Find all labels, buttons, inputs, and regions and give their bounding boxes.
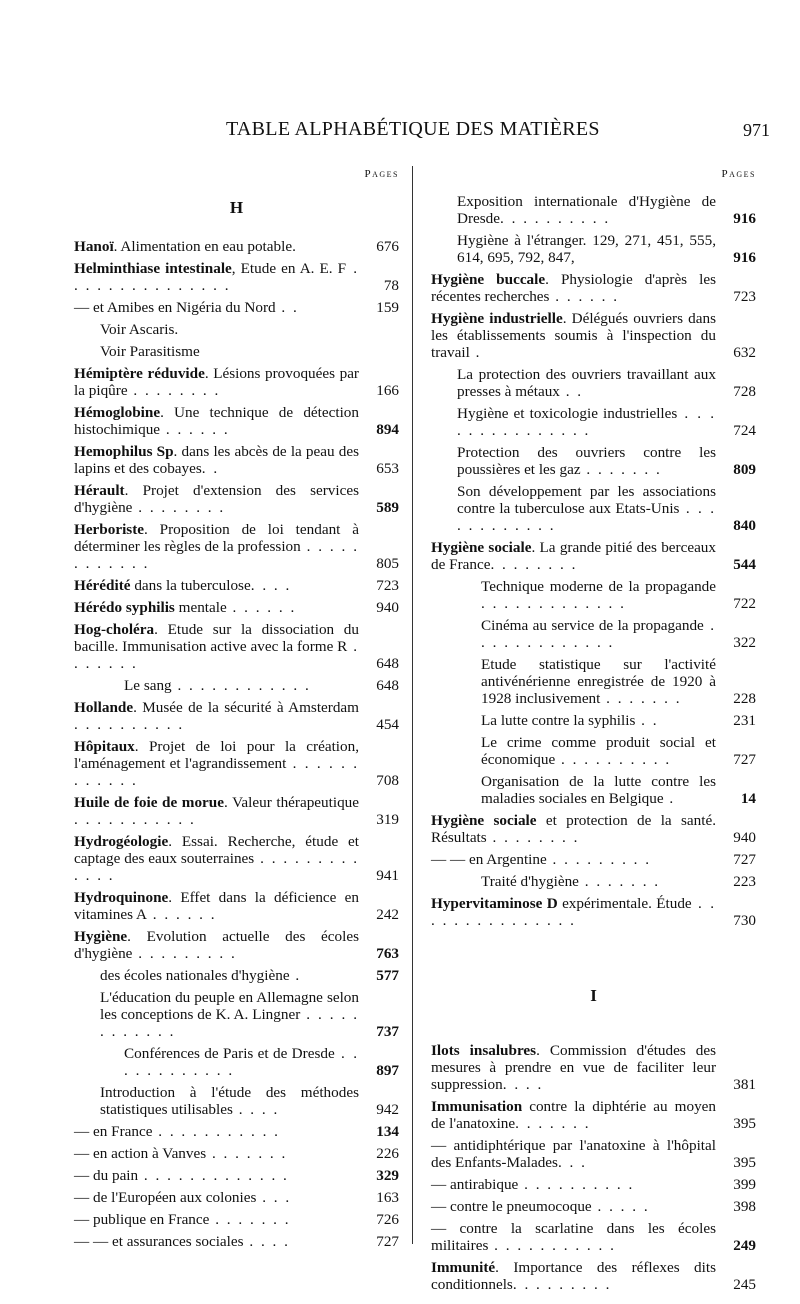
entry-leader-dots: . . . . . . . . . <box>546 851 652 868</box>
entry-text: — contre le pneumocoque <box>431 1198 592 1215</box>
entry-leader-dots: . . . <box>557 1154 587 1171</box>
entry-headword: Hygiène sociale <box>431 812 537 829</box>
entry-page-number: 589 <box>376 499 399 516</box>
index-entry <box>431 851 756 868</box>
index-entry <box>431 1220 756 1254</box>
entry-page-number: 166 <box>376 382 399 399</box>
entry-page-number: 14 <box>740 790 756 807</box>
index-entry <box>431 1259 756 1293</box>
entry-text: — contre la scarlatine dans les écoles militaires <box>431 1220 716 1254</box>
entry-text: — antirabique <box>431 1176 519 1193</box>
entry-page-number: 942 <box>376 1101 399 1118</box>
entry-leader-dots: . . . . . . . . . . . <box>488 1237 616 1254</box>
entry-text: . Effet dans la déficience en vitamines A <box>74 889 359 923</box>
entry-page-number: 724 <box>733 422 756 439</box>
entry-text: . La grande pitié des berceaux de France <box>431 539 716 573</box>
index-entry <box>74 1233 399 1250</box>
entry-page-number: 941 <box>376 867 399 884</box>
entry-headword: Huile de foie de morue <box>74 794 224 811</box>
index-entry <box>74 321 399 338</box>
index-entry <box>74 794 399 828</box>
index-entry <box>74 967 399 984</box>
entry-page-number: 249 <box>733 1237 756 1254</box>
index-entry <box>74 621 399 672</box>
entry-text: La lutte contre la syphilis <box>481 712 636 729</box>
entry-text: . Une technique de détection histochimique <box>74 404 359 438</box>
entry-text: Conférences de Paris et de Dresde <box>124 1045 335 1062</box>
entry-page-number: 723 <box>376 577 399 594</box>
entry-headword: Hérédo syphilis <box>74 599 175 616</box>
entry-headword: Hollande <box>74 699 134 716</box>
entry-leader-dots: . . . . . . . . <box>490 556 578 573</box>
entry-page-number: 727 <box>733 751 756 768</box>
column-divider <box>412 166 413 1244</box>
index-entry <box>74 443 399 477</box>
entry-leader-dots: . . . . . . . <box>206 1145 288 1162</box>
entry-page-number: 916 <box>733 210 756 227</box>
entry-text: . Importance des réflexes dits conditionnels <box>431 1259 716 1293</box>
entry-text: et protection de la santé. Résultats <box>431 812 716 846</box>
entry-page-number: 454 <box>376 716 399 733</box>
entry-text: . Evolution actuelle des écoles d'hygiène <box>74 928 359 962</box>
entry-page-number: 940 <box>733 829 756 846</box>
entry-page-number: 228 <box>733 690 756 707</box>
entry-leader-dots: . . . . . . . . . . . <box>74 811 196 828</box>
entry-leader-dots: . . . . <box>243 1233 290 1250</box>
entry-leader-dots: . . . . <box>250 577 292 594</box>
entry-leader-dots: . . . . . . . <box>580 461 662 478</box>
entry-page-number: 894 <box>376 421 399 438</box>
entry-text: — — et assurances sociales <box>74 1233 244 1250</box>
entry-leader-dots: . . . . . <box>591 1198 650 1215</box>
entry-page-number: 223 <box>733 873 756 890</box>
entry-page-number: 940 <box>376 599 399 616</box>
entry-text: dans la tuberculose <box>130 577 251 594</box>
entry-leader-dots: . . . . . . . . <box>127 382 221 399</box>
index-entry <box>431 1198 756 1215</box>
index-entry <box>431 366 756 400</box>
entry-page-number: 653 <box>376 460 399 477</box>
entry-page-number: 897 <box>376 1062 399 1079</box>
entry-text: . Alimentation en eau potable <box>113 238 293 255</box>
entry-leader-dots: . . . <box>256 1189 292 1206</box>
index-entry <box>431 1098 756 1132</box>
entry-page-number: 805 <box>376 555 399 572</box>
entry-leader-dots: . . <box>201 460 220 477</box>
index-entry <box>74 1189 399 1206</box>
index-entry <box>431 873 756 890</box>
index-entry <box>74 299 399 316</box>
entry-text: . Musée de la sécurité à Amsterdam <box>133 699 359 716</box>
entry-page-number: 226 <box>376 1145 399 1162</box>
entry-leader-dots: . . . . . . . . . . . . <box>457 500 716 534</box>
entry-text: Protection des ouvriers contre les poussières et les gaz <box>457 444 716 478</box>
entry-page-number: 329 <box>376 1167 399 1184</box>
index-entry <box>74 1045 399 1079</box>
entry-leader-dots: . . . . . . . . . . . . <box>74 538 360 572</box>
entry-page-number: 722 <box>733 595 756 612</box>
entry-text: . Physiologie d'après les récentes recherches <box>431 271 716 305</box>
entry-text: Voir Ascaris. <box>100 321 179 338</box>
index-entry <box>74 677 399 694</box>
entry-headword: Hôpitaux <box>74 738 135 755</box>
entry-text: — antidiphtérique par l'anatoxine à l'hôpital des Enfants-Malades <box>431 1137 716 1171</box>
entry-leader-dots: . . . . . . . . . . . . . <box>481 595 626 612</box>
entry-headword: Hémoglobine <box>74 404 161 421</box>
index-entry <box>74 1123 399 1140</box>
entry-leader-dots: . . . . . . <box>226 599 297 616</box>
entry-text: . Etude sur la dissociation du bacille. Immunisation active avec la forme R <box>74 621 359 655</box>
index-entry <box>431 712 756 729</box>
entry-text: — et Amibes en Nigéria du Nord <box>74 299 276 316</box>
entry-leader-dots: . <box>289 967 302 984</box>
entry-leader-dots: . . . . . . . . . <box>132 945 237 962</box>
entry-text: mentale <box>174 599 227 616</box>
entry-text: Traité d'hygiène <box>481 873 579 890</box>
entry-leader-dots: . . . . . . . . . . . . <box>74 755 359 789</box>
entry-text: Hygiène et toxicologie industrielles <box>457 405 678 422</box>
entry-leader-dots: . . . . . . . . . . . . . . . <box>74 260 359 294</box>
entry-page-number: 809 <box>733 461 756 478</box>
index-entry <box>74 577 399 594</box>
entry-page-number: 245 <box>733 1276 756 1293</box>
index-entry <box>74 1211 399 1228</box>
entry-headword: Herboriste <box>74 521 145 538</box>
entry-text: Voir Parasitisme <box>100 343 200 360</box>
index-entry <box>431 444 756 478</box>
entry-headword: Ilots insalubres <box>431 1042 537 1059</box>
entry-text: — du pain <box>74 1167 139 1184</box>
entry-leader-dots: . . . . . . . <box>600 690 682 707</box>
index-entry <box>431 539 756 573</box>
entry-page-number: 159 <box>376 299 399 316</box>
entry-page-number: 728 <box>733 383 756 400</box>
index-list-h <box>74 238 399 1250</box>
index-list-h-continued <box>431 193 756 929</box>
entry-text: Etude statistique sur l'activité antivénérienne enregistrée de 1920 à 1928 inclusivement <box>481 656 716 707</box>
entry-leader-dots: . . . . . . . <box>578 873 661 890</box>
entry-headword: Hygiène <box>74 928 128 945</box>
entry-page-number: 727 <box>733 851 756 868</box>
entry-text: — — en Argentine <box>431 851 547 868</box>
entry-page-number: 577 <box>376 967 399 984</box>
index-entry <box>431 1176 756 1193</box>
entry-leader-dots: . . . . . . <box>160 421 230 438</box>
entry-leader-dots: . . . . . . . . <box>486 829 580 846</box>
entry-headword: Hydroquinone <box>74 889 169 906</box>
entry-leader-dots: . . . . . . . . . . . . . . . <box>457 405 717 439</box>
index-entry <box>431 483 756 534</box>
index-entry <box>74 1167 399 1184</box>
entry-headword: Hygiène sociale <box>431 539 532 556</box>
entry-text: Le sang <box>124 677 172 694</box>
left-column <box>74 166 399 1255</box>
entry-leader-dots: . <box>292 238 298 255</box>
index-entry <box>431 405 756 439</box>
entry-leader-dots: . . . . . . <box>146 906 217 923</box>
index-entry <box>431 617 756 651</box>
entry-page-number: 242 <box>376 906 399 923</box>
entry-text: . Délégués ouvriers dans les établissements soumis à l'inspection du travail <box>431 310 716 361</box>
index-entry <box>74 699 399 733</box>
entry-leader-dots: . . . . . . . . . . . . . . . <box>431 895 716 929</box>
entry-page-number: 398 <box>733 1198 756 1215</box>
entry-page-number: 322 <box>733 634 756 651</box>
index-entry <box>431 734 756 768</box>
entry-headword: Helminthiase intestinale <box>74 260 232 277</box>
entry-text: . Commission d'études des mesures à prendre en vue de faciliter leur suppression <box>431 1042 716 1093</box>
index-entry <box>74 482 399 516</box>
index-entry <box>431 271 756 305</box>
entry-text: . Proposition de loi tendant à déterminer les règles de la profession <box>74 521 359 555</box>
pages-label: Pages <box>364 168 399 180</box>
index-entry <box>431 310 756 361</box>
entry-text: . Projet d'extension des services d'hygiène <box>74 482 359 516</box>
entry-page-number: 676 <box>376 238 399 255</box>
entry-leader-dots: . . . . . . . . . . . <box>152 1123 280 1140</box>
index-entry <box>431 193 756 227</box>
entry-text: — en action à Vanves <box>74 1145 207 1162</box>
entry-text: . Valeur thérapeutique <box>224 794 359 811</box>
entry-page-number: 319 <box>376 811 399 828</box>
entry-leader-dots: . . . . . . . <box>515 1115 591 1132</box>
page-number: 971 <box>743 120 770 140</box>
entry-leader-dots: . . . . . . . . . . . . <box>124 1045 360 1079</box>
entry-leader-dots: . . . . . . . . . . . . . <box>74 850 360 884</box>
index-entry <box>431 1042 756 1093</box>
entry-page-number: 632 <box>733 344 756 361</box>
index-entry <box>431 895 756 929</box>
running-title: TABLE ALPHABÉTIQUE DES MATIÈRES <box>226 118 600 140</box>
entry-leader-dots: . . . . . . . <box>209 1211 291 1228</box>
index-entry <box>74 889 399 923</box>
section-letter-h: H <box>229 198 244 217</box>
entry-page-number: 840 <box>733 517 756 534</box>
entry-page-number: 381 <box>733 1076 756 1093</box>
entry-leader-dots: . . . . . . . . . . . . . <box>138 1167 289 1184</box>
entry-page-number: 544 <box>733 556 756 573</box>
index-entry <box>74 260 399 294</box>
index-entry <box>431 1137 756 1171</box>
index-entry <box>431 656 756 707</box>
index-entry <box>431 578 756 612</box>
entry-page-number: 648 <box>376 677 399 694</box>
entry-headword: Hygiène buccale <box>431 271 546 288</box>
entry-text: — en France <box>74 1123 153 1140</box>
index-entry <box>74 404 399 438</box>
entry-leader-dots: . . . . . . . . . . <box>74 716 185 733</box>
entry-page-number: 231 <box>733 712 756 729</box>
index-entry <box>74 833 399 884</box>
entry-leader-dots: . . . . . . . . . . <box>555 751 672 768</box>
entry-text: . Essai. Recherche, étude et captage des eaux souterraines <box>74 833 359 867</box>
entry-page-number: 134 <box>376 1123 399 1140</box>
entry-text: Le crime comme produit social et économique <box>481 734 716 768</box>
entry-leader-dots: . . . . . . . . . <box>512 1276 612 1293</box>
entry-leader-dots: . . . . . . . . . . <box>500 210 611 227</box>
entry-page-number: 163 <box>376 1189 399 1206</box>
entry-page-number: 708 <box>376 772 399 789</box>
index-entry <box>74 928 399 962</box>
entry-page-number: 730 <box>733 912 756 929</box>
index-entry <box>431 773 756 807</box>
index-entry <box>74 599 399 616</box>
entry-headword: Hanoï <box>74 238 114 255</box>
index-entry <box>74 1084 399 1118</box>
entry-text: — publique en France <box>74 1211 210 1228</box>
entry-page-number: 395 <box>733 1115 756 1132</box>
entry-leader-dots: . . . . . . . <box>74 638 359 672</box>
entry-text: — de l'Européen aux colonies <box>74 1189 257 1206</box>
entry-page-number: 763 <box>376 945 399 962</box>
entry-leader-dots: . <box>663 790 676 807</box>
section-letter-i: I <box>590 986 597 1005</box>
entry-text: Technique moderne de la propagande <box>481 578 716 595</box>
entry-page-number: 726 <box>376 1211 399 1228</box>
pages-label: Pages <box>721 168 756 180</box>
entry-headword: Immunisation <box>431 1098 523 1115</box>
entry-leader-dots: . . . . . . . . . . . . <box>100 1006 360 1040</box>
entry-text: des écoles nationales d'hygiène <box>100 967 290 984</box>
entry-leader-dots: . . . . <box>502 1076 544 1093</box>
entry-text: , Etude en A. E. F <box>231 260 347 277</box>
page-header <box>80 118 770 148</box>
entry-text: Son développement par les associations contre la tuberculose aux Etats-Unis <box>457 483 716 517</box>
index-entry <box>74 989 399 1040</box>
entry-text: Hygiène à l'étranger. 129, 271, 451, 555, 614, 695, 792, 847, <box>457 232 716 266</box>
entry-text: . Projet de loi pour la création, l'aménagement et l'agrandissement <box>74 738 359 772</box>
entry-page-number: 737 <box>376 1023 399 1040</box>
right-column <box>431 166 756 1298</box>
entry-page-number: 723 <box>733 288 756 305</box>
entry-headword: Hydrogéologie <box>74 833 169 850</box>
entry-text: Cinéma au service de la propagande <box>481 617 704 634</box>
entry-text: contre la diphtérie au moyen de l'anatoxine <box>431 1098 716 1132</box>
entry-headword: Immunité <box>431 1259 496 1276</box>
entry-headword: Hérédité <box>74 577 131 594</box>
index-entry <box>431 812 756 846</box>
entry-page-number: 399 <box>733 1176 756 1193</box>
entry-text: Organisation de la lutte contre les maladies sociales en Belgique <box>481 773 716 807</box>
index-entry <box>74 238 399 255</box>
entry-page-number: 78 <box>383 277 399 294</box>
entry-headword: Hémiptère réduvide <box>74 365 205 382</box>
entry-page-number: 395 <box>733 1154 756 1171</box>
entry-text: expérimentale. Étude <box>557 895 692 912</box>
entry-leader-dots: . . . . . . . . . . . . <box>171 677 311 694</box>
index-entry <box>74 1145 399 1162</box>
entry-leader-dots: . . . . . . . . . . . . . <box>481 617 717 651</box>
entry-headword: Hypervitaminose D <box>431 895 558 912</box>
index-entry <box>74 365 399 399</box>
entry-text: . Lésions provoquées par la piqûre <box>74 365 359 399</box>
index-entry <box>74 343 399 360</box>
entry-headword: Hemophilus Sp <box>74 443 174 460</box>
entry-leader-dots: . . <box>635 712 659 729</box>
entry-headword: Hog-choléra <box>74 621 155 638</box>
entry-page-number: 648 <box>376 655 399 672</box>
entry-page-number: 727 <box>376 1233 399 1250</box>
entry-leader-dots: . . . . <box>232 1101 280 1118</box>
entry-leader-dots: . . . . . . . . . . <box>518 1176 635 1193</box>
entry-leader-dots: . . <box>559 383 584 400</box>
entry-leader-dots: . . <box>275 299 299 316</box>
entry-text: L'éducation du peuple en Allemagne selon les conceptions de K. A. Lingner <box>100 989 359 1023</box>
index-entry <box>74 738 399 789</box>
index-list-i <box>431 1042 756 1293</box>
entry-text: La protection des ouvriers travaillant aux presses à métaux <box>457 366 716 400</box>
entry-leader-dots: . <box>469 344 482 361</box>
entry-leader-dots: . . . . . . <box>549 288 620 305</box>
entry-text: Exposition internationale d'Hygiène de Dresde <box>457 193 716 227</box>
entry-page-number: 916 <box>733 249 756 266</box>
entry-headword: Hérault <box>74 482 125 499</box>
entry-text: Introduction à l'étude des méthodes statistiques utilisables <box>100 1084 359 1118</box>
entry-leader-dots: . . . . . . . . <box>132 499 226 516</box>
index-entry <box>431 232 756 266</box>
entry-headword: Hygiène industrielle <box>431 310 563 327</box>
index-entry <box>74 521 399 572</box>
entry-text: . dans les abcès de la peau des lapins et des cobayes <box>74 443 359 477</box>
